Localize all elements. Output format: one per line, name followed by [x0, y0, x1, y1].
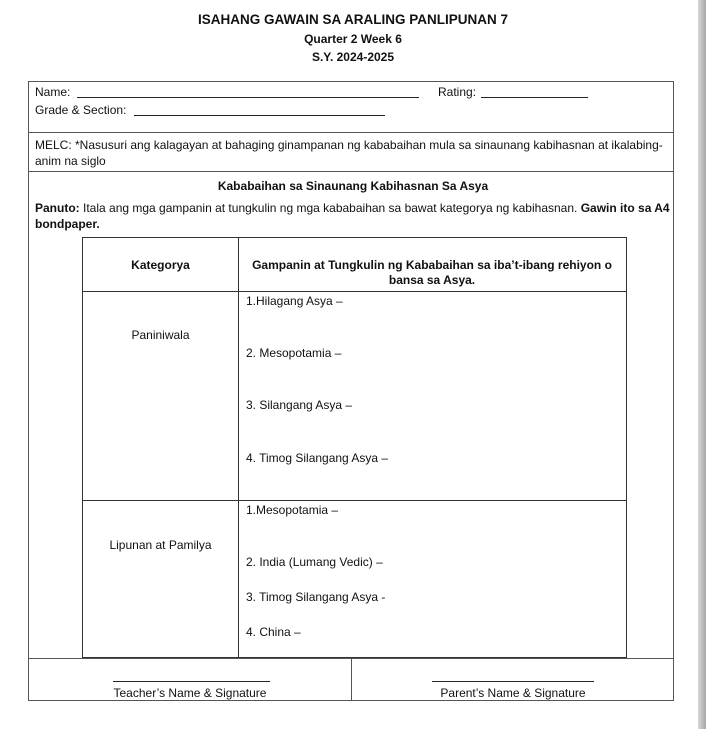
panuto-label: Panuto:	[35, 201, 80, 215]
list-item: 4. China –	[246, 625, 301, 639]
section-title: Kababaihan sa Sinaunang Kabihasnan Sa Asya	[217, 179, 489, 193]
list-item: 1.Mesopotamia –	[246, 503, 339, 517]
panuto-bold-tail: Gawin ito sa A4 bondpaper.	[35, 201, 670, 231]
rating-field[interactable]	[481, 97, 588, 98]
table-column-divider	[238, 237, 239, 658]
list-item: 4. Timog Silangang Asya –	[246, 451, 389, 465]
divider-melc	[28, 171, 674, 172]
list-item: 2. India (Lumang Vedic) –	[246, 555, 383, 569]
header-kategorya: Kategorya	[131, 258, 190, 272]
quarter-label: Quarter 2 Week 6	[304, 32, 402, 46]
teacher-signature-label: Teacher’s Name & Signature	[113, 686, 267, 700]
teacher-signature-line[interactable]	[113, 681, 270, 682]
divider-info	[28, 132, 674, 133]
name-label: Name:	[35, 85, 71, 99]
category-paniniwala: Paniniwala	[131, 328, 190, 342]
category-lipunan-pamilya: Lipunan at Pamilya	[109, 538, 212, 552]
list-item: 3. Timog Silangang Asya -	[246, 590, 386, 604]
list-item: 2. Mesopotamia –	[246, 346, 342, 360]
header-gampanin: Gampanin at Tungkulin ng Kababaihan sa iba’t-ibang rehiyon o bansa sa Asya.	[252, 258, 612, 287]
melc-text: MELC: *Nasusuri ang kalagayan at bahaging ginampanan ng kababaihan mula sa sinaunang kabihasnan at ikalabing-anim na siglo	[35, 138, 663, 168]
panuto-instructions	[35, 200, 670, 232]
table-header-divider	[82, 291, 627, 292]
page-edge-shadow	[698, 0, 706, 729]
parent-signature-label: Parent’s Name & Signature	[440, 686, 586, 700]
panuto-text: Itala ang mga gampanin at tungkulin ng mga kababaihan sa bawat kategorya ng kabihasnan.	[79, 201, 581, 215]
grade-section-label: Grade & Section:	[35, 103, 127, 117]
name-field[interactable]	[77, 97, 419, 98]
list-item: 1.Hilagang Asya –	[246, 294, 343, 308]
grade-section-field[interactable]	[134, 115, 385, 116]
table-row-divider	[82, 500, 627, 501]
school-year-label: S.Y. 2024-2025	[311, 50, 395, 64]
rating-label: Rating:	[438, 85, 477, 99]
list-item: 3. Silangang Asya –	[246, 398, 353, 412]
parent-signature-line[interactable]	[432, 681, 594, 682]
worksheet-title: ISAHANG GAWAIN SA ARALING PANLIPUNAN 7	[197, 12, 508, 27]
